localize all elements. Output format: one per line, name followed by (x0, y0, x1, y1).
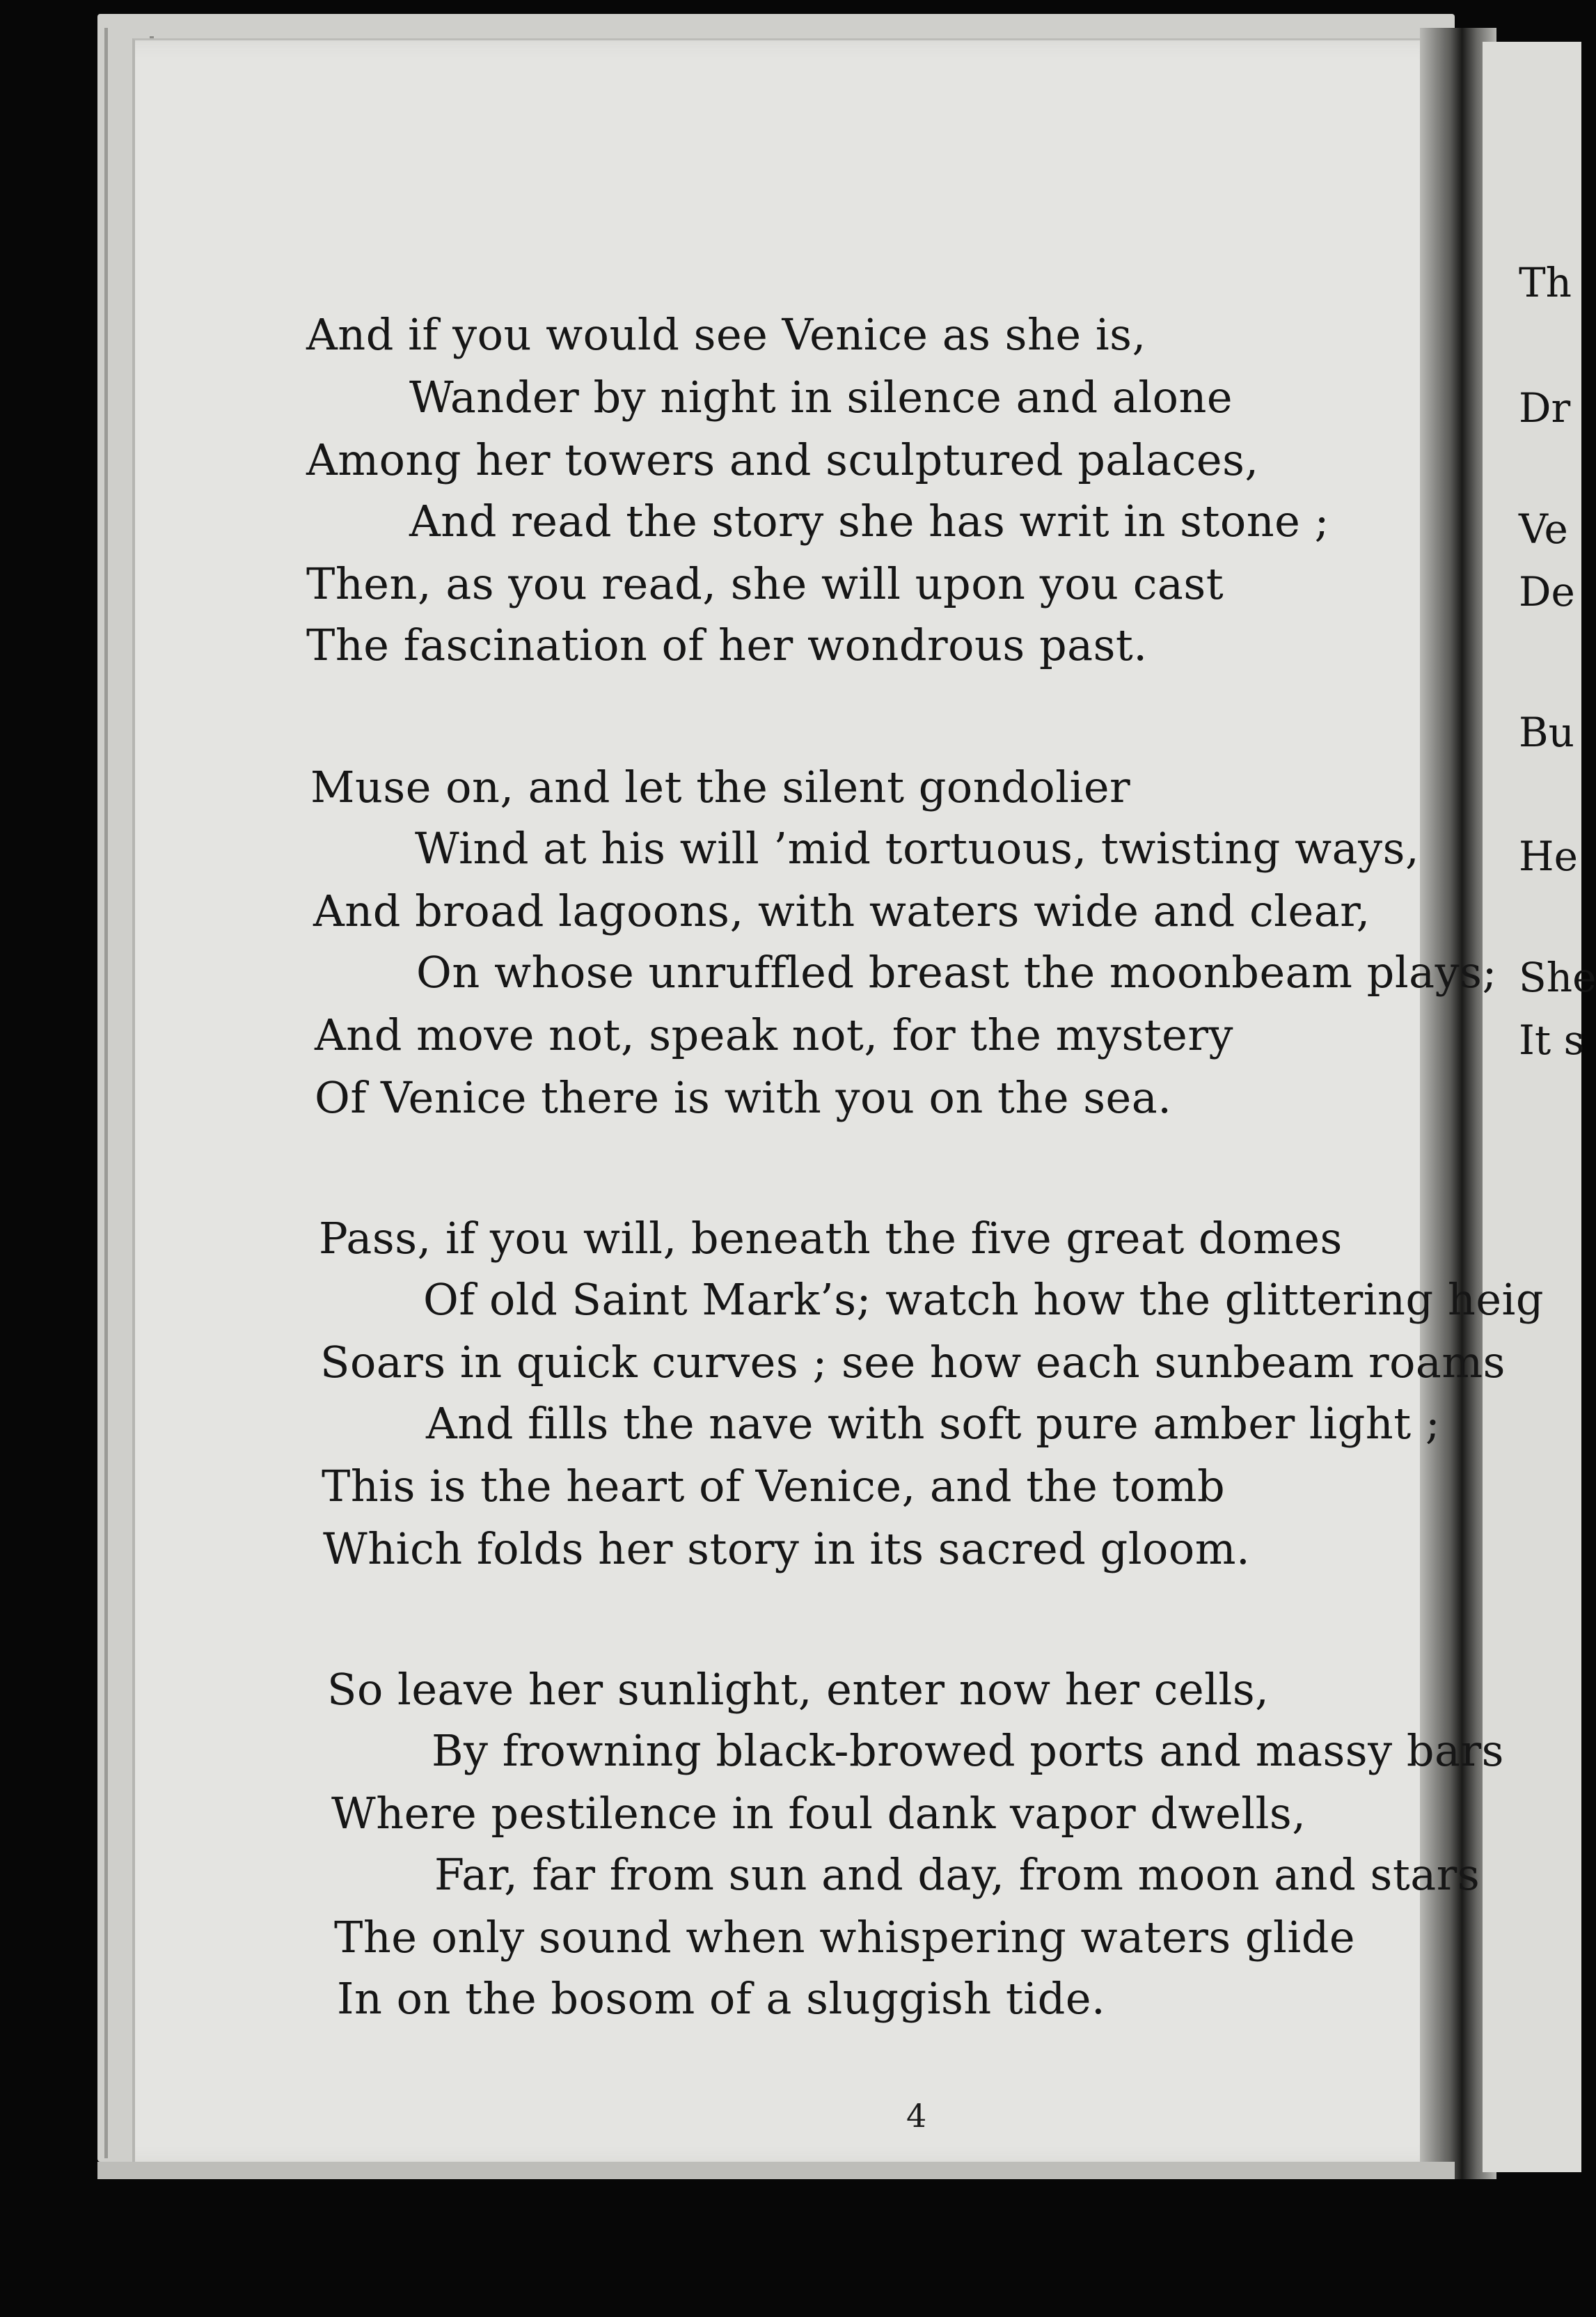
poem-line: Soars in quick curves ; see how each sunbeam roams (320, 1337, 1506, 1388)
poem-line: Among her towers and sculptured palaces, (306, 434, 1259, 485)
poem-line: So leave her sunlight, enter now her cells, (327, 1664, 1270, 1715)
poem-line: By frowning black-browed ports and massy bars (432, 1725, 1504, 1776)
facing-page-fragment: De (1519, 568, 1575, 615)
poem-line: In on the bosom of a sluggish tide. (337, 1973, 1106, 2024)
poem-line: Wind at his will ’mid tortuous, twisting ways, (415, 823, 1420, 874)
poem-line: Pass, if you will, beneath the five great domes (319, 1213, 1343, 1264)
facing-page-fragment: Ve (1519, 505, 1568, 553)
facing-page-fragment: Bu (1519, 709, 1574, 756)
poem-line: The fascination of her wondrous past. (306, 620, 1148, 670)
poem-line: And fills the nave with soft pure amber light ; (426, 1398, 1441, 1449)
poem-line: Where pestilence in foul dank vapor dwells, (331, 1788, 1306, 1839)
poem-line: The only sound when whispering waters glide (334, 1912, 1356, 1963)
facing-page (1483, 42, 1581, 2172)
poem-line: And move not, speak not, for the mystery (315, 1010, 1234, 1060)
poem-line: Then, as you read, she will upon you cast (306, 558, 1224, 609)
poem-line: Wander by night in silence and alone (409, 372, 1233, 423)
poem-line: And read the story she has writ in stone ; (409, 496, 1329, 547)
facing-page-fragment: Th (1519, 259, 1572, 306)
poem-line: Of Venice there is with you on the sea. (315, 1072, 1172, 1123)
poem-line: Of old Saint Mark’s; watch how the glittering heig (423, 1274, 1544, 1325)
facing-page-fragment: Dr (1519, 384, 1571, 432)
poem-line: Which folds her story in its sacred gloom. (323, 1523, 1251, 1574)
poem-line: This is the heart of Venice, and the tomb (322, 1461, 1226, 1511)
facing-page-fragment: She (1519, 954, 1596, 1001)
page-number: 4 (906, 2097, 927, 2135)
facing-page-fragment: It s (1519, 1016, 1585, 1064)
poem-line: And broad lagoons, with waters wide and clear, (313, 886, 1370, 936)
facing-page-fragment: He (1519, 833, 1578, 880)
poem-line: On whose unruffled breast the moonbeam plays; (416, 947, 1497, 998)
bottom-page-edge (97, 2162, 1455, 2179)
poem-line: And if you would see Venice as she is, (306, 309, 1146, 360)
poem-line: Far, far from sun and day, from moon and stars (434, 1849, 1480, 1900)
poem-line: Muse on, and let the silent gondolier (310, 762, 1131, 812)
